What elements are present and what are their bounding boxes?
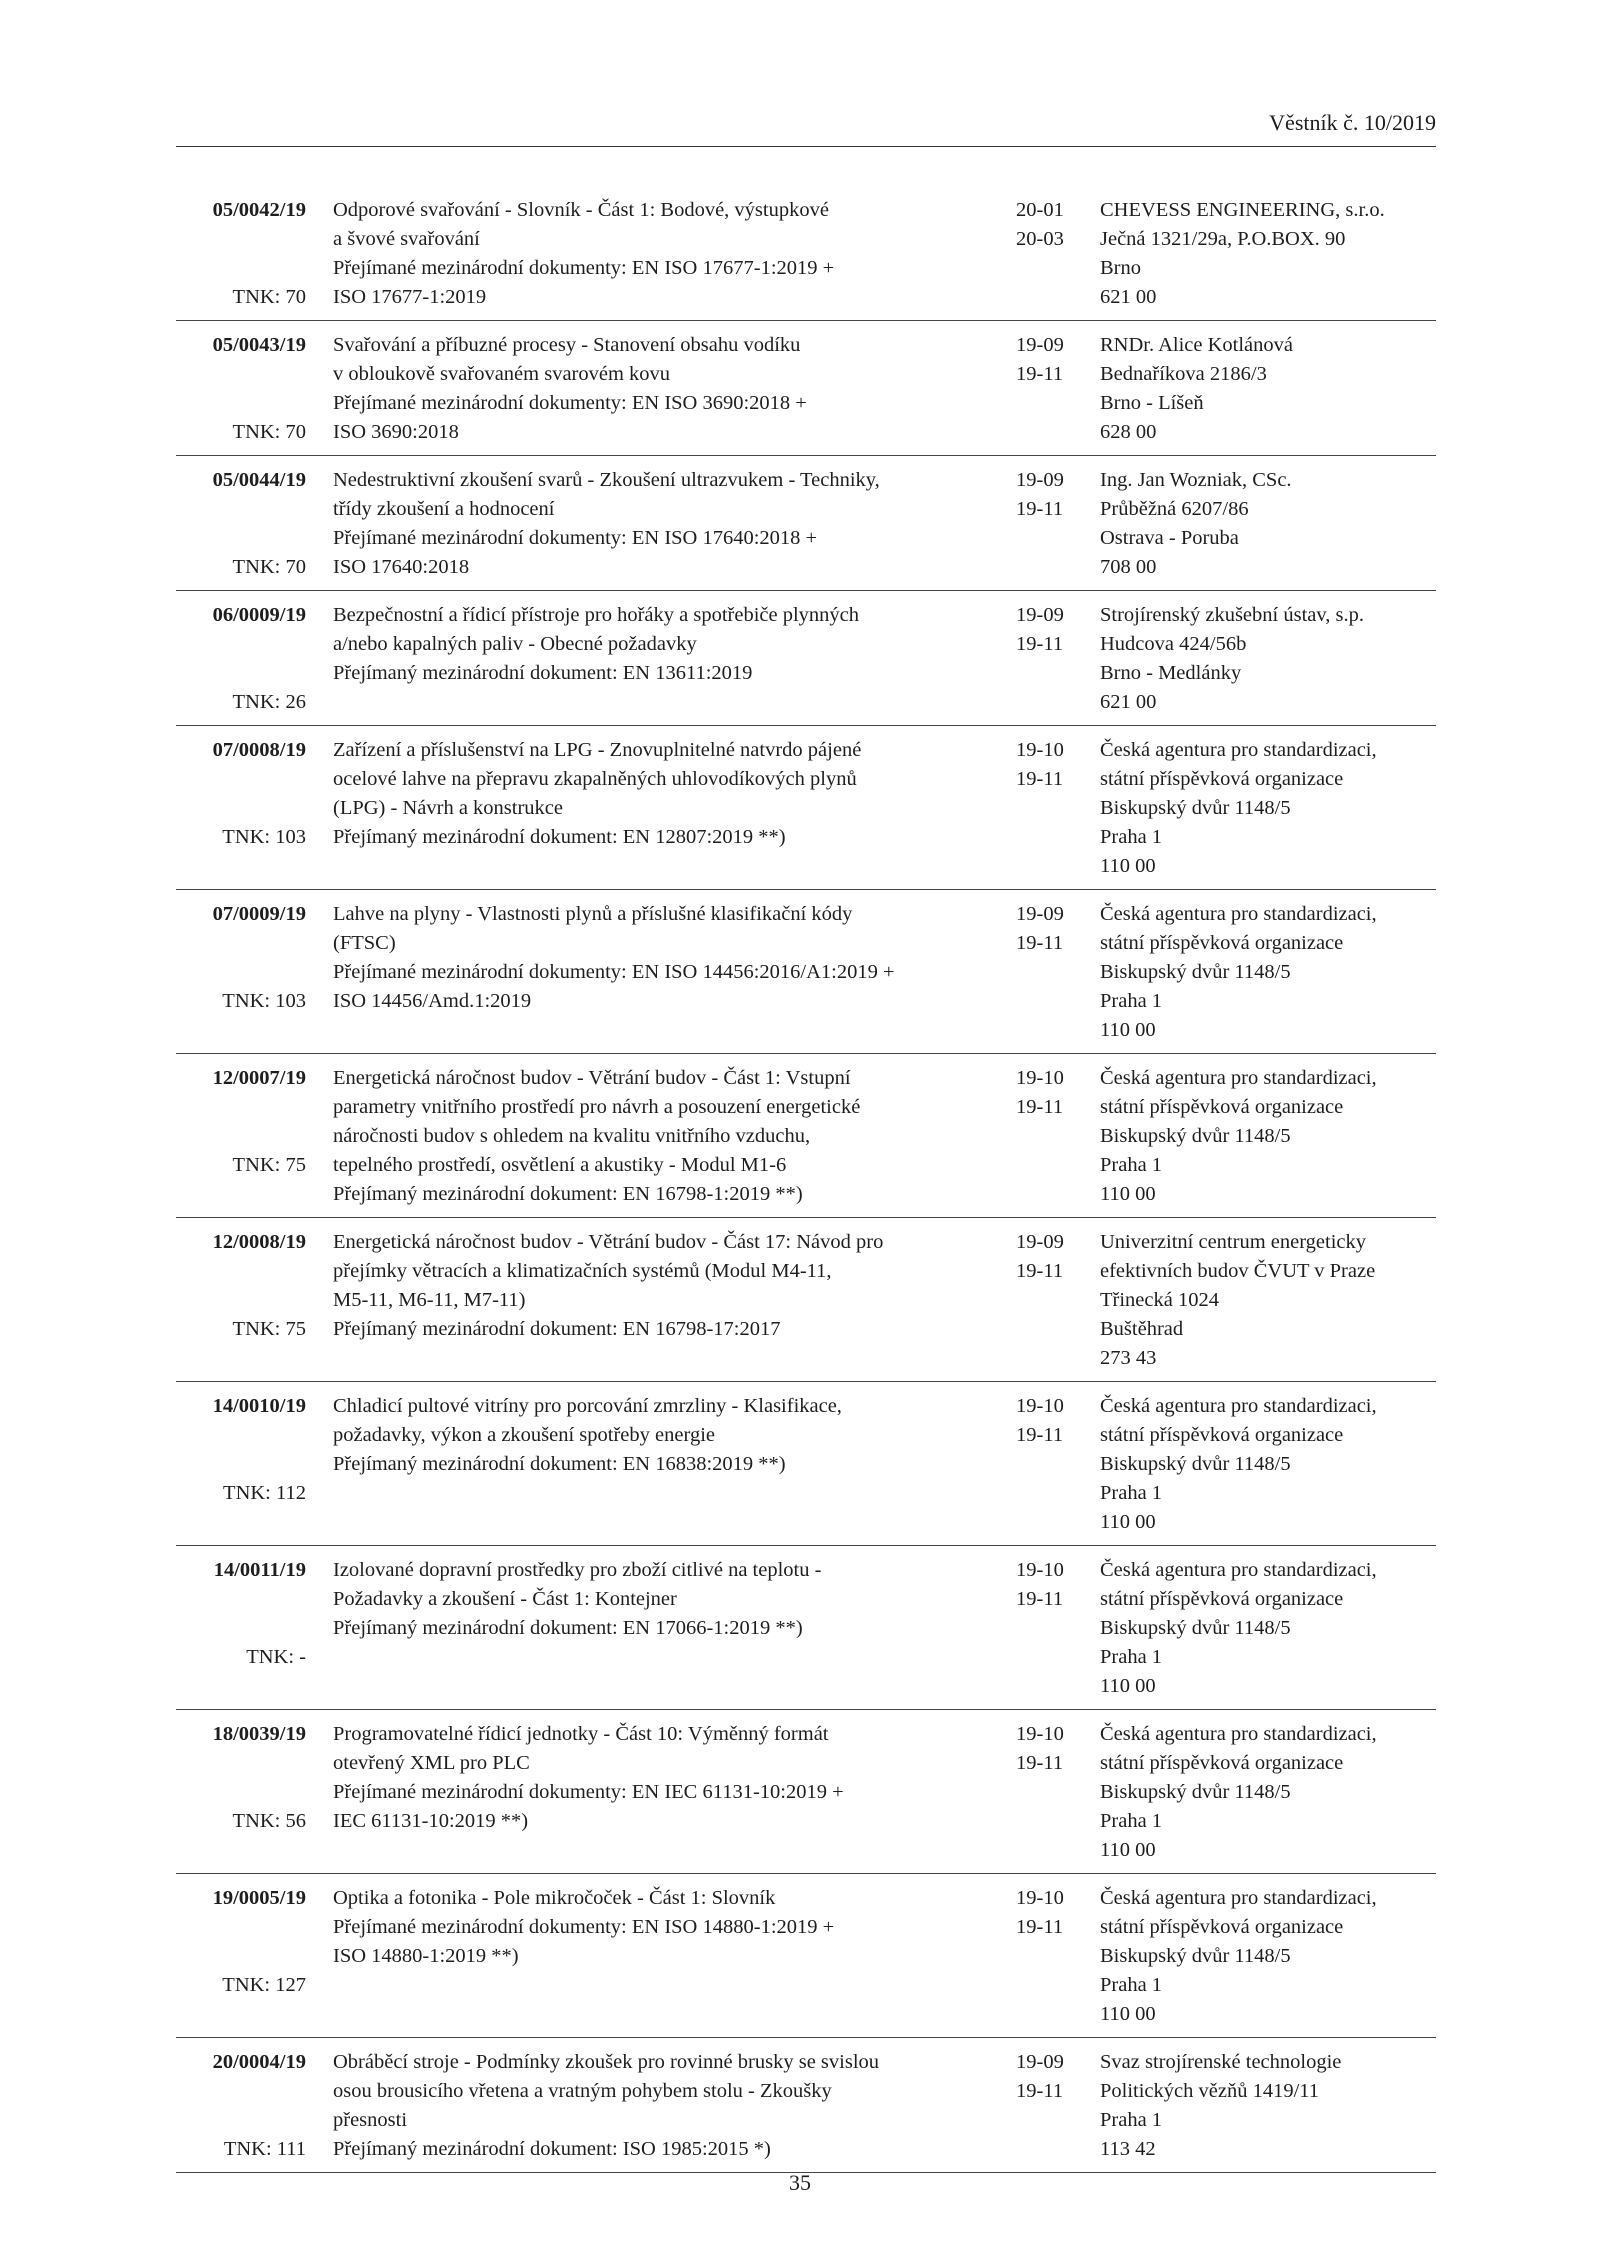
title-line: Přejímaný mezinárodní dokument: EN 16838:2019 **) bbox=[333, 1453, 786, 1475]
address-line: 273 43 bbox=[1100, 1347, 1157, 1369]
dates-cell bbox=[1016, 601, 1076, 659]
title-line: Energetická náročnost budov - Větrání budov - Část 1: Vstupní bbox=[333, 1067, 851, 1089]
table-row bbox=[176, 1054, 1436, 1218]
date-value: 19-11 bbox=[1016, 1096, 1064, 1118]
registration-number: 20/0004/19 bbox=[212, 2051, 306, 2073]
tnk-label: TNK: 127 bbox=[222, 1974, 306, 1996]
address-line: 110 00 bbox=[1100, 1019, 1156, 1041]
table-row bbox=[176, 1874, 1436, 2038]
title-line: M5-11, M6-11, M7-11) bbox=[333, 1289, 526, 1311]
processor-address-cell bbox=[1100, 1884, 1440, 2029]
row-id-cell bbox=[176, 466, 306, 582]
address-line: Biskupský dvůr 1148/5 bbox=[1100, 1781, 1291, 1803]
processor-address-cell bbox=[1100, 466, 1440, 582]
table-row bbox=[176, 890, 1436, 1054]
address-line: státní příspěvková organizace bbox=[1100, 1096, 1344, 1118]
address-line: Biskupský dvůr 1148/5 bbox=[1100, 1125, 1291, 1147]
address-line: Brno - Medlánky bbox=[1100, 662, 1242, 684]
title-line: ISO 14880-1:2019 **) bbox=[333, 1945, 519, 1967]
title-line: Přejímaný mezinárodní dokument: EN 13611:2019 bbox=[333, 662, 753, 684]
tnk-label: TNK: 103 bbox=[222, 990, 306, 1012]
address-line: 110 00 bbox=[1100, 855, 1156, 877]
title-line: Přejímané mezinárodní dokumenty: EN ISO 3690:2018 + bbox=[333, 392, 807, 414]
address-line: Ing. Jan Wozniak, CSc. bbox=[1100, 469, 1292, 491]
registration-number: 18/0039/19 bbox=[212, 1723, 306, 1745]
title-line: Bezpečnostní a řídicí přístroje pro hořáky a spotřebiče plynných bbox=[333, 604, 860, 626]
address-line: Praha 1 bbox=[1100, 2109, 1163, 2131]
title-line: Zařízení a příslušenství na LPG - Znovuplnitelné natvrdo pájené bbox=[333, 739, 862, 761]
address-line: 110 00 bbox=[1100, 1183, 1156, 1205]
title-line: Odporové svařování - Slovník - Část 1: Bodové, výstupkové bbox=[333, 199, 829, 221]
address-line: Biskupský dvůr 1148/5 bbox=[1100, 961, 1291, 983]
date-value: 19-09 bbox=[1016, 604, 1064, 626]
title-line: Přejímané mezinárodní dokumenty: EN IEC 61131-10:2019 + bbox=[333, 1781, 844, 1803]
table-row bbox=[176, 1218, 1436, 1382]
title-line: Přejímané mezinárodní dokumenty: EN ISO 17677-1:2019 + bbox=[333, 257, 835, 279]
page-header bbox=[176, 110, 1436, 147]
address-line: státní příspěvková organizace bbox=[1100, 932, 1344, 954]
title-line: a/nebo kapalných paliv - Obecné požadavky bbox=[333, 633, 697, 655]
address-line: efektivních budov ČVUT v Praze bbox=[1100, 1260, 1376, 1282]
date-value: 19-10 bbox=[1016, 1887, 1064, 1909]
dates-cell bbox=[1016, 1064, 1076, 1122]
address-line: Bednaříkova 2186/3 bbox=[1100, 363, 1267, 385]
page-number: 35 bbox=[789, 2170, 811, 2195]
title-line: Programovatelné řídicí jednotky - Část 10: Výměnný formát bbox=[333, 1723, 829, 1745]
standard-title-cell bbox=[333, 2048, 880, 2164]
address-line: státní příspěvková organizace bbox=[1100, 1588, 1344, 1610]
title-line: Přejímaný mezinárodní dokument: EN 12807:2019 **) bbox=[333, 826, 786, 848]
date-value: 19-11 bbox=[1016, 363, 1064, 385]
standard-title-cell bbox=[333, 1228, 884, 1344]
title-line: ISO 3690:2018 bbox=[333, 421, 459, 443]
table-row bbox=[176, 321, 1436, 456]
processor-address-cell bbox=[1100, 331, 1440, 447]
title-line: Přejímané mezinárodní dokumenty: EN ISO 17640:2018 + bbox=[333, 527, 818, 549]
date-value: 19-09 bbox=[1016, 334, 1064, 356]
date-value: 19-11 bbox=[1016, 2080, 1064, 2102]
standard-title-cell bbox=[333, 601, 863, 688]
standard-title-cell bbox=[333, 331, 863, 447]
registration-number: 07/0008/19 bbox=[212, 739, 306, 761]
date-value: 19-10 bbox=[1016, 1559, 1064, 1581]
tnk-label: TNK: 103 bbox=[222, 826, 306, 848]
address-line: Praha 1 bbox=[1100, 1646, 1163, 1668]
tnk-label: TNK: 111 bbox=[223, 2138, 306, 2160]
title-line: Přejímaný mezinárodní dokument: ISO 1985:2015 *) bbox=[333, 2138, 771, 2160]
title-line: Optika a fotonika - Pole mikročoček - Část 1: Slovník bbox=[333, 1887, 776, 1909]
address-line: Brno - Líšeň bbox=[1100, 392, 1204, 414]
date-value: 19-10 bbox=[1016, 739, 1064, 761]
table-row bbox=[176, 1382, 1436, 1546]
standard-title-cell bbox=[333, 196, 863, 312]
processor-address-cell bbox=[1100, 1228, 1440, 1373]
address-line: 110 00 bbox=[1100, 1675, 1156, 1697]
table-row bbox=[176, 1546, 1436, 1710]
address-line: Ostrava - Poruba bbox=[1100, 527, 1239, 549]
title-line: Lahve na plyny - Vlastnosti plynů a příslušné klasifikační kódy bbox=[333, 903, 853, 925]
address-line: státní příspěvková organizace bbox=[1100, 1916, 1344, 1938]
processor-address-cell bbox=[1100, 1392, 1440, 1537]
standard-title-cell bbox=[333, 900, 895, 1016]
registration-number: 05/0044/19 bbox=[212, 469, 306, 491]
title-line: (LPG) - Návrh a konstrukce bbox=[333, 797, 563, 819]
dates-cell bbox=[1016, 466, 1076, 524]
address-line: Česká agentura pro standardizaci, bbox=[1100, 1887, 1377, 1909]
address-line: RNDr. Alice Kotlánová bbox=[1100, 334, 1294, 356]
standards-table bbox=[176, 186, 1436, 2173]
date-value: 19-11 bbox=[1016, 1752, 1064, 1774]
address-line: Biskupský dvůr 1148/5 bbox=[1100, 1453, 1291, 1475]
address-line: Univerzitní centrum energeticky bbox=[1100, 1231, 1367, 1253]
tnk-label: TNK: 70 bbox=[232, 556, 306, 578]
address-line: Česká agentura pro standardizaci, bbox=[1100, 1067, 1377, 1089]
title-line: Přejímané mezinárodní dokumenty: EN ISO 14880-1:2019 + bbox=[333, 1916, 835, 1938]
address-line: Praha 1 bbox=[1100, 1482, 1163, 1504]
date-value: 19-11 bbox=[1016, 768, 1064, 790]
address-line: Praha 1 bbox=[1100, 990, 1163, 1012]
date-value: 19-10 bbox=[1016, 1723, 1064, 1745]
address-line: Hudcova 424/56b bbox=[1100, 633, 1247, 655]
registration-number: 05/0043/19 bbox=[212, 334, 306, 356]
row-id-cell bbox=[176, 736, 306, 881]
title-line: ocelové lahve na přepravu zkapalněných uhlovodíkových plynů bbox=[333, 768, 857, 790]
title-line: tepelného prostředí, osvětlení a akustiky - Modul M1-6 bbox=[333, 1154, 787, 1176]
address-line: Buštěhrad bbox=[1100, 1318, 1184, 1340]
processor-address-cell bbox=[1100, 2048, 1440, 2164]
title-line: náročnosti budov s ohledem na kvalitu vnitřního vzduchu, bbox=[333, 1125, 811, 1147]
date-value: 20-03 bbox=[1016, 228, 1064, 250]
tnk-label: TNK: - bbox=[246, 1646, 306, 1668]
title-line: v obloukově svařovaném svarovém kovu bbox=[333, 363, 671, 385]
title-line: otevřený XML pro PLC bbox=[333, 1752, 530, 1774]
address-line: 628 00 bbox=[1100, 421, 1157, 443]
date-value: 19-11 bbox=[1016, 1588, 1064, 1610]
address-line: Biskupský dvůr 1148/5 bbox=[1100, 1617, 1291, 1639]
address-line: Česká agentura pro standardizaci, bbox=[1100, 903, 1377, 925]
table-row bbox=[176, 456, 1436, 591]
row-id-cell bbox=[176, 196, 306, 312]
row-id-cell bbox=[176, 1064, 306, 1209]
title-line: ISO 14456/Amd.1:2019 bbox=[333, 990, 532, 1012]
table-row bbox=[176, 726, 1436, 890]
date-value: 20-01 bbox=[1016, 199, 1064, 221]
table-row bbox=[176, 1710, 1436, 1874]
date-value: 19-09 bbox=[1016, 2051, 1064, 2073]
title-line: ISO 17640:2018 bbox=[333, 556, 470, 578]
processor-address-cell bbox=[1100, 900, 1440, 1045]
standard-title-cell bbox=[333, 1392, 863, 1479]
address-line: státní příspěvková organizace bbox=[1100, 1424, 1344, 1446]
standard-title-cell bbox=[333, 466, 880, 582]
registration-number: 12/0007/19 bbox=[212, 1067, 306, 1089]
row-id-cell bbox=[176, 331, 306, 447]
address-line: Třinecká 1024 bbox=[1100, 1289, 1219, 1311]
address-line: CHEVESS ENGINEERING, s.r.o. bbox=[1100, 199, 1385, 221]
address-line: státní příspěvková organizace bbox=[1100, 768, 1344, 790]
tnk-label: TNK: 70 bbox=[232, 286, 306, 308]
title-line: Svařování a příbuzné procesy - Stanovení obsahu vodíku bbox=[333, 334, 801, 356]
title-line: (FTSC) bbox=[333, 932, 396, 954]
dates-cell bbox=[1016, 1720, 1076, 1778]
address-line: Biskupský dvůr 1148/5 bbox=[1100, 797, 1291, 819]
date-value: 19-11 bbox=[1016, 1424, 1064, 1446]
title-line: Obráběcí stroje - Podmínky zkoušek pro rovinné brusky se svislou bbox=[333, 2051, 880, 2073]
dates-cell bbox=[1016, 1392, 1076, 1450]
tnk-label: TNK: 56 bbox=[232, 1810, 306, 1832]
processor-address-cell bbox=[1100, 196, 1440, 312]
title-line: a švové svařování bbox=[333, 228, 480, 250]
address-line: Česká agentura pro standardizaci, bbox=[1100, 1723, 1377, 1745]
processor-address-cell bbox=[1100, 601, 1440, 717]
row-id-cell bbox=[176, 1556, 306, 1701]
tnk-label: TNK: 75 bbox=[232, 1154, 306, 1176]
row-id-cell bbox=[176, 1720, 306, 1865]
standard-title-cell bbox=[333, 1884, 863, 1971]
processor-address-cell bbox=[1100, 1556, 1440, 1701]
title-line: Přejímané mezinárodní dokumenty: EN ISO 14456:2016/A1:2019 + bbox=[333, 961, 895, 983]
address-line: 113 42 bbox=[1100, 2138, 1156, 2160]
address-line: Praha 1 bbox=[1100, 1974, 1163, 1996]
date-value: 19-10 bbox=[1016, 1067, 1064, 1089]
dates-cell bbox=[1016, 736, 1076, 794]
address-line: 110 00 bbox=[1100, 2003, 1156, 2025]
address-line: Česká agentura pro standardizaci, bbox=[1100, 1559, 1377, 1581]
title-line: přejímky větracích a klimatizačních systémů (Modul M4-11, bbox=[333, 1260, 832, 1282]
date-value: 19-11 bbox=[1016, 1260, 1064, 1282]
registration-number: 14/0011/19 bbox=[213, 1559, 306, 1581]
address-line: Politických vězňů 1419/11 bbox=[1100, 2080, 1320, 2102]
title-line: Přejímaný mezinárodní dokument: EN 16798-17:2017 bbox=[333, 1318, 781, 1340]
tnk-label: TNK: 112 bbox=[223, 1482, 306, 1504]
dates-cell bbox=[1016, 2048, 1076, 2106]
processor-address-cell bbox=[1100, 1720, 1440, 1865]
title-line: IEC 61131-10:2019 **) bbox=[333, 1810, 529, 1832]
row-id-cell bbox=[176, 601, 306, 717]
title-line: Energetická náročnost budov - Větrání budov - Část 17: Návod pro bbox=[333, 1231, 884, 1253]
standard-title-cell bbox=[333, 736, 863, 852]
row-id-cell bbox=[176, 1392, 306, 1537]
title-line: Chladicí pultové vitríny pro porcování zmrzliny - Klasifikace, bbox=[333, 1395, 842, 1417]
date-value: 19-09 bbox=[1016, 903, 1064, 925]
processor-address-cell bbox=[1100, 736, 1440, 881]
processor-address-cell bbox=[1100, 1064, 1440, 1209]
title-line: parametry vnitřního prostředí pro návrh a posouzení energetické bbox=[333, 1096, 861, 1118]
address-line: Česká agentura pro standardizaci, bbox=[1100, 739, 1377, 761]
address-line: Praha 1 bbox=[1100, 826, 1163, 848]
address-line: 110 00 bbox=[1100, 1511, 1156, 1533]
address-line: Biskupský dvůr 1148/5 bbox=[1100, 1945, 1291, 1967]
address-line: 708 00 bbox=[1100, 556, 1157, 578]
title-line: požadavky, výkon a zkoušení spotřeby energie bbox=[333, 1424, 715, 1446]
header-title: Věstník č. 10/2019 bbox=[1269, 110, 1436, 135]
address-line: 621 00 bbox=[1100, 286, 1157, 308]
registration-number: 05/0042/19 bbox=[212, 199, 306, 221]
address-line: Svaz strojírenské technologie bbox=[1100, 2051, 1342, 2073]
title-line: přesnosti bbox=[333, 2109, 408, 2131]
table-row bbox=[176, 186, 1436, 321]
row-id-cell bbox=[176, 900, 306, 1045]
title-line: Požadavky a zkoušení - Část 1: Kontejner bbox=[333, 1588, 677, 1610]
dates-cell bbox=[1016, 1884, 1076, 1942]
address-line: Česká agentura pro standardizaci, bbox=[1100, 1395, 1377, 1417]
registration-number: 19/0005/19 bbox=[212, 1887, 306, 1909]
standard-title-cell bbox=[333, 1556, 863, 1643]
tnk-label: TNK: 26 bbox=[232, 691, 306, 713]
tnk-label: TNK: 70 bbox=[232, 421, 306, 443]
table-row bbox=[176, 591, 1436, 726]
date-value: 19-09 bbox=[1016, 1231, 1064, 1253]
date-value: 19-11 bbox=[1016, 498, 1064, 520]
address-line: Strojírenský zkušební ústav, s.p. bbox=[1100, 604, 1365, 626]
tnk-label: TNK: 75 bbox=[232, 1318, 306, 1340]
title-line: Izolované dopravní prostředky pro zboží citlivé na teplotu - bbox=[333, 1559, 822, 1581]
standard-title-cell bbox=[333, 1064, 863, 1209]
registration-number: 06/0009/19 bbox=[212, 604, 306, 626]
date-value: 19-10 bbox=[1016, 1395, 1064, 1417]
table-row bbox=[176, 2038, 1436, 2173]
row-id-cell bbox=[176, 1884, 306, 2029]
dates-cell bbox=[1016, 196, 1076, 254]
address-line: Průběžná 6207/86 bbox=[1100, 498, 1249, 520]
standard-title-cell bbox=[333, 1720, 863, 1836]
address-line: Ječná 1321/29a, P.O.BOX. 90 bbox=[1100, 228, 1346, 250]
dates-cell bbox=[1016, 1556, 1076, 1614]
row-id-cell bbox=[176, 2048, 306, 2164]
dates-cell bbox=[1016, 331, 1076, 389]
title-line: třídy zkoušení a hodnocení bbox=[333, 498, 555, 520]
title-line: Přejímaný mezinárodní dokument: EN 16798-1:2019 **) bbox=[333, 1183, 803, 1205]
registration-number: 14/0010/19 bbox=[212, 1395, 306, 1417]
address-line: Brno bbox=[1100, 257, 1141, 279]
dates-cell bbox=[1016, 900, 1076, 958]
dates-cell bbox=[1016, 1228, 1076, 1286]
date-value: 19-09 bbox=[1016, 469, 1064, 491]
date-value: 19-11 bbox=[1016, 633, 1064, 655]
registration-number: 12/0008/19 bbox=[212, 1231, 306, 1253]
address-line: státní příspěvková organizace bbox=[1100, 1752, 1344, 1774]
address-line: 110 00 bbox=[1100, 1839, 1156, 1861]
date-value: 19-11 bbox=[1016, 1916, 1064, 1938]
row-id-cell bbox=[176, 1228, 306, 1373]
date-value: 19-11 bbox=[1016, 932, 1064, 954]
title-line: ISO 17677-1:2019 bbox=[333, 286, 487, 308]
address-line: Praha 1 bbox=[1100, 1810, 1163, 1832]
title-line: Přejímaný mezinárodní dokument: EN 17066-1:2019 **) bbox=[333, 1617, 803, 1639]
title-line: Nedestruktivní zkoušení svarů - Zkoušení ultrazvukem - Techniky, bbox=[333, 469, 880, 491]
address-line: 621 00 bbox=[1100, 691, 1157, 713]
title-line: osou brousicího vřetena a vratným pohybem stolu - Zkoušky bbox=[333, 2080, 832, 2102]
registration-number: 07/0009/19 bbox=[212, 903, 306, 925]
address-line: Praha 1 bbox=[1100, 1154, 1163, 1176]
